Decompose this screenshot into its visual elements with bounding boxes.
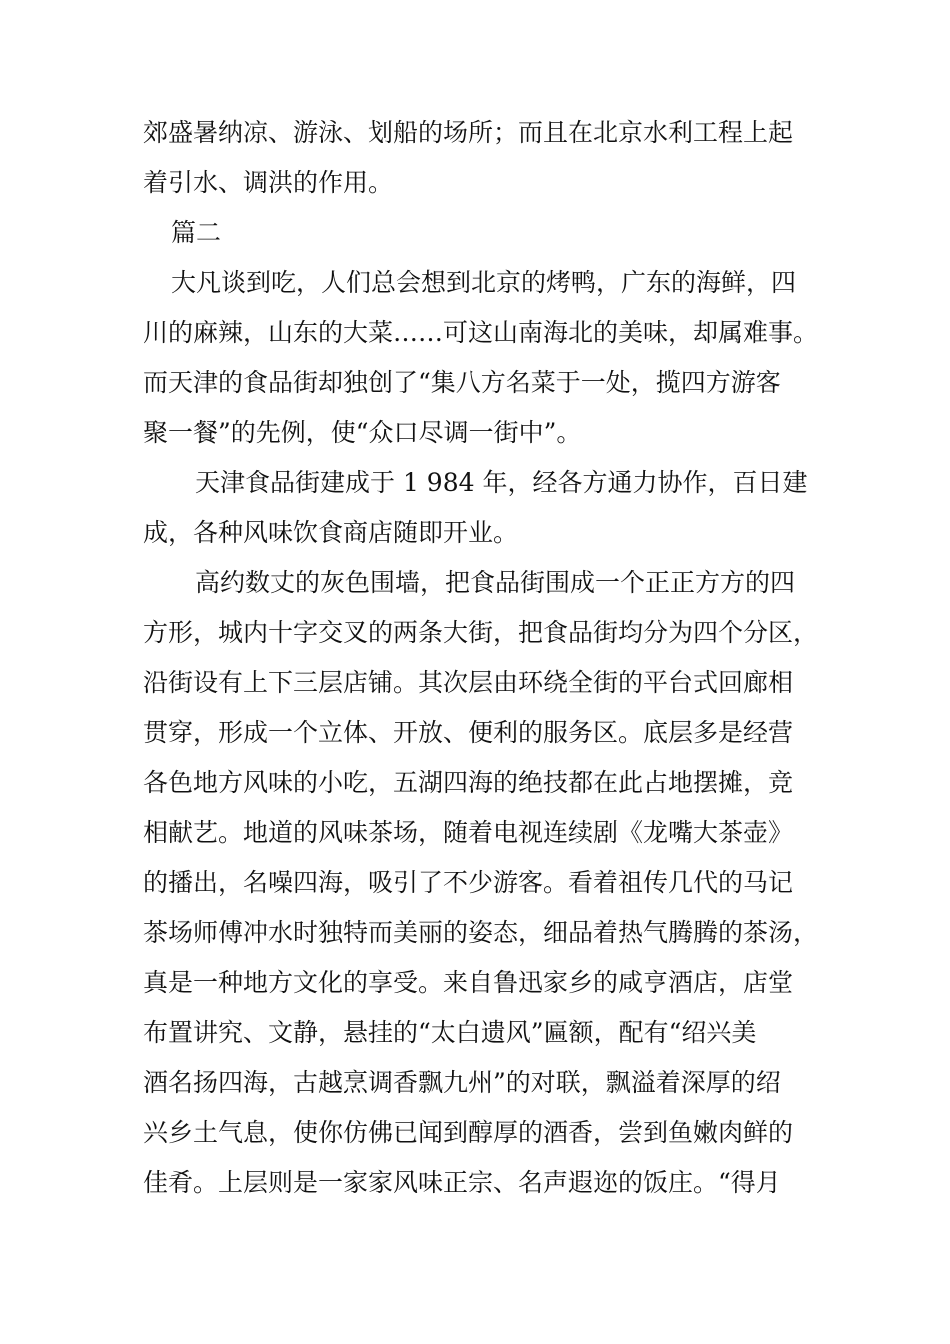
text-line: 成，各种风味饮食商店随即开业。 bbox=[143, 518, 519, 547]
text-line: 天津食品街建成于 1 984 年，经各方通力协作，百日建 bbox=[195, 468, 808, 497]
text-line: 相献艺。地道的风味茶场，随着电视连续剧《龙嘴大茶壶》 bbox=[143, 818, 794, 847]
text-line: 聚一餐”的先例，使“众口尽调一街中”。 bbox=[143, 418, 582, 447]
text-line: 沿街设有上下三层店铺。其次层由环绕全街的平台式回廊相 bbox=[143, 668, 794, 697]
text-line: 方形，城内十字交叉的两条大街，把食品街均分为四个分区， bbox=[143, 618, 819, 647]
text-line: 郊盛暑纳凉、游泳、划船的场所；而且在北京水利工程上起 bbox=[143, 118, 794, 147]
text-line: 贯穿，形成一个立体、开放、便利的服务区。底层多是经营 bbox=[143, 718, 794, 747]
text-line: 的播出，名噪四海，吸引了不少游客。看着祖传几代的马记 bbox=[143, 868, 794, 897]
text-line: 川的麻辣，山东的大菜……可这山南海北的美味，却属难事。 bbox=[143, 318, 819, 347]
text-line: 茶场师傅冲水时独特而美丽的姿态，细品着热气腾腾的茶汤， bbox=[143, 918, 819, 947]
section-heading: 篇二 bbox=[171, 218, 222, 247]
text-line: 各色地方风味的小吃，五湖四海的绝技都在此占地摆摊，竞 bbox=[143, 768, 794, 797]
text-line: 酒名扬四海，古越烹调香飘九州”的对联，飘溢着深厚的绍 bbox=[143, 1068, 781, 1097]
text-line: 而天津的食品街却独创了“集八方名菜于一处，揽四方游客 bbox=[143, 368, 781, 397]
text-line: 大凡谈到吃，人们总会想到北京的烤鸭，广东的海鲜，四 bbox=[171, 268, 797, 297]
text-line: 着引水、调洪的作用。 bbox=[143, 168, 394, 197]
text-line: 高约数丈的灰色围墙，把食品街围成一个正正方方的四 bbox=[195, 568, 796, 597]
text-line: 佳肴。上层则是一家家风味正宗、名声遐迩的饭庄。“得月 bbox=[143, 1168, 781, 1197]
text-line: 兴乡土气息，使你仿佛已闻到醇厚的酒香，尝到鱼嫩肉鲜的 bbox=[143, 1118, 794, 1147]
text-line: 真是一种地方文化的享受。来自鲁迅家乡的咸亨酒店，店堂 bbox=[143, 968, 794, 997]
text-line: 布置讲究、文静，悬挂的“太白遗风”匾额，配有“绍兴美 bbox=[143, 1018, 757, 1047]
